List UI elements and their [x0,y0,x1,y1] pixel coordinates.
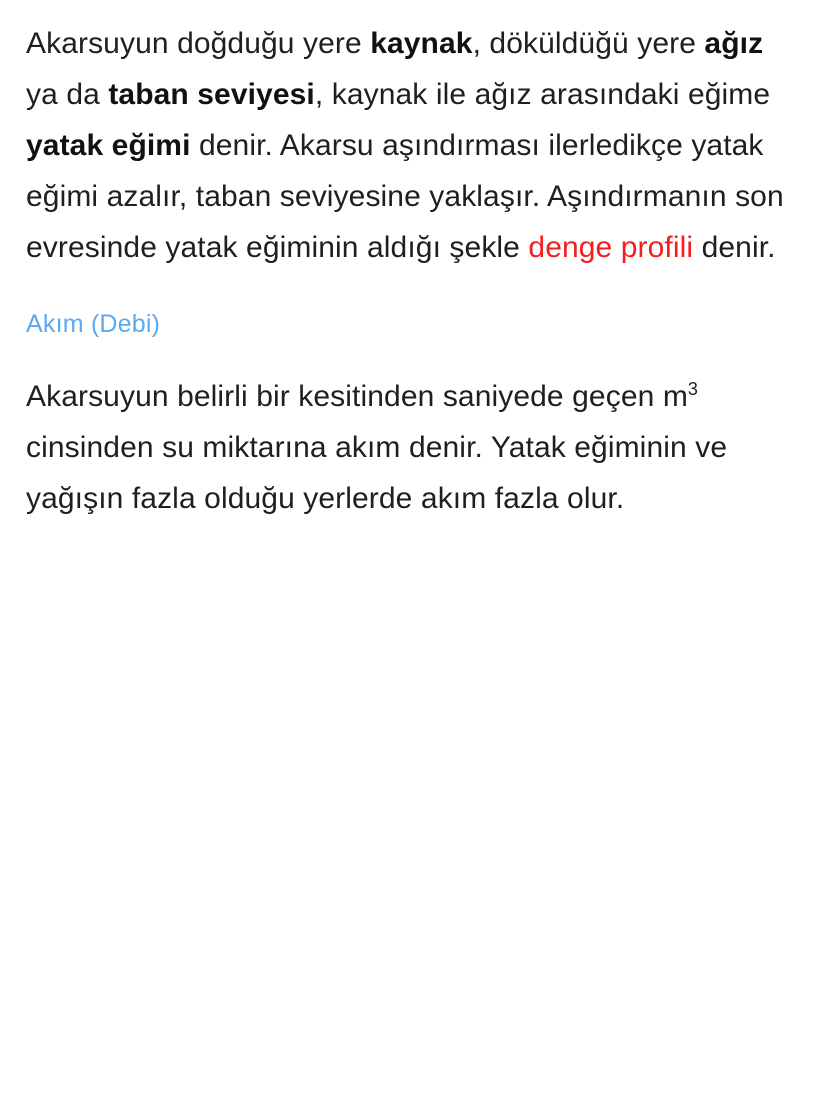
text-run: denir. [693,231,776,264]
section-heading-akim: Akım (Debi) [26,310,161,338]
paragraph-river-terms [26,18,800,273]
text-run: , döküldüğü yere [472,27,705,60]
term-yatak-egimi: yatak eğimi [26,129,191,162]
paragraph-akim-definition [26,371,800,524]
text-run: denir. Akarsu aşındırması ilerledikçe yatak eğimi azalır, taban seviyesine yaklaşır. Aşındırmanın son evresinde yatak eğiminin aldığı şekle [26,129,784,264]
text-run: ya da [26,78,109,111]
term-taban-seviyesi: taban seviyesi [108,78,315,111]
superscript-cubic: 3 [687,379,699,399]
term-denge-profili: denge profili [528,231,694,264]
text-run: Akarsuyun belirli bir kesitinden saniyede geçen m [26,380,688,413]
text-run: , kaynak ile ağız arasındaki eğime [314,78,771,111]
term-agiz: ağız [704,27,764,60]
term-kaynak: kaynak [370,27,473,60]
text-run: cinsinden su miktarına akım denir. Yatak eğiminin ve yağışın fazla olduğu yerlerde akım fazla olur. [26,431,728,515]
text-run: Akarsuyun doğduğu yere [26,27,371,60]
